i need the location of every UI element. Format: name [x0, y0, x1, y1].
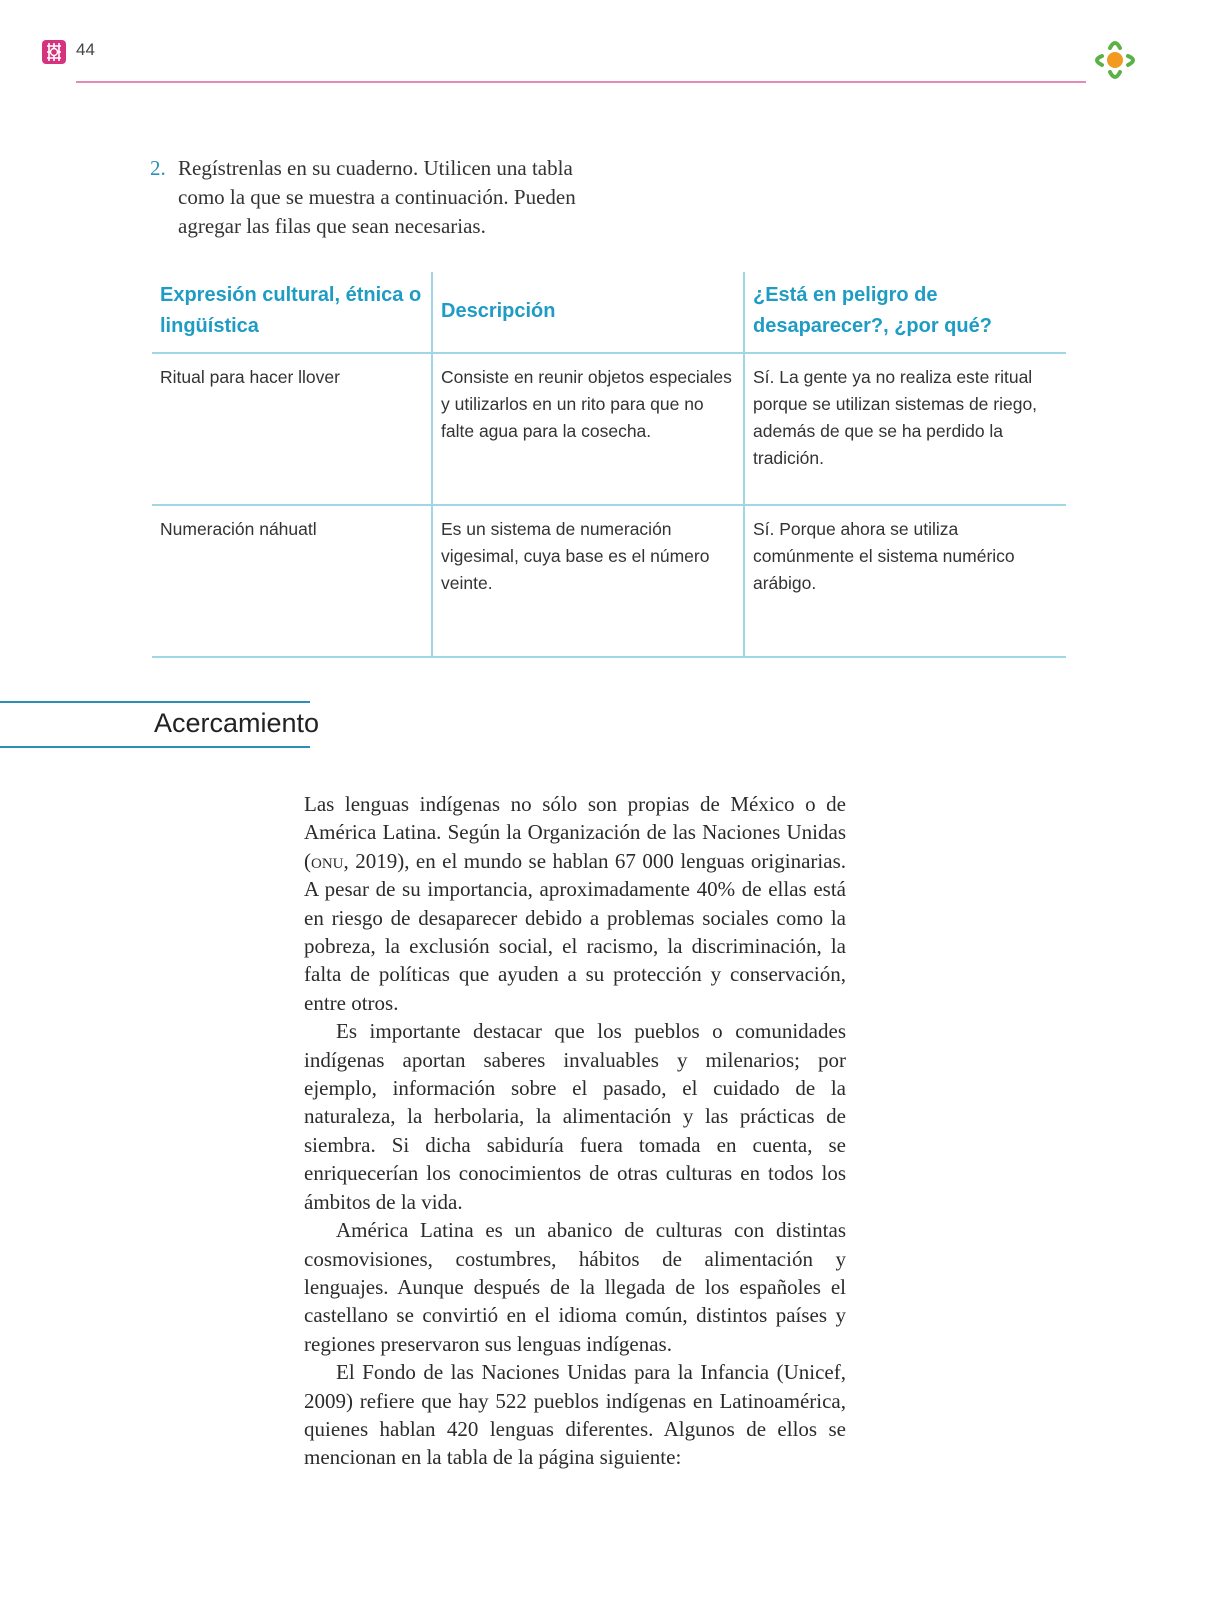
table-cell: Es un sistema de numeración vigesimal, cuya base es el número veinte.	[432, 505, 744, 657]
table-cell: Sí. Porque ahora se utiliza comúnmente el sistema numérico arábigo.	[744, 505, 1066, 657]
section-divider-top	[0, 701, 310, 703]
table-header-cell: Expresión cultural, étnica o lingüística	[152, 272, 432, 353]
table-cell: Numeración náhuatl	[152, 505, 432, 657]
table-header-row	[152, 272, 1066, 353]
table-cell: Consiste en reunir objetos especiales y utilizarlos en un rito para que no falte agua para la cosecha.	[432, 353, 744, 505]
instruction-text: Regístrenlas en su cuaderno. Utilicen una tabla como la que se muestra a continuación. Pueden agregar las filas que sean necesarias.	[178, 156, 576, 238]
record-table	[152, 272, 1066, 658]
page-number: 44	[76, 40, 95, 59]
paragraph-text: , 2019), en el mundo se hablan 67 000 lenguas originarias. A pesar de su importancia, aproximadamente 40% de ellas está en riesgo de desaparecer debido a problemas sociales como la pobreza, la exclusión social, el racismo, la discriminación, la falta de políticas que ayuden a su protección y conservación, entre otros.	[304, 848, 846, 1015]
body-text	[304, 790, 846, 1472]
table-header-cell: ¿Está en peligro de desaparecer?, ¿por qué?	[744, 272, 1066, 353]
paragraph: El Fondo de las Naciones Unidas para la Infancia (Unicef, 2009) refiere que hay 522 pueblos indígenas en Latinoamérica, quienes hablan 420 lenguas diferentes. Algunos de ellos se mencionan en la tabla de la página siguiente:	[304, 1360, 846, 1470]
aztec-glyph-icon	[40, 38, 68, 66]
section-divider-bottom	[0, 746, 310, 748]
paragraph: América Latina es un abanico de culturas con distintas cosmovisiones, costumbres, hábitos de alimentación y lenguajes. Aunque después de la llegada de los españoles el castellano se convirtió en el idioma común, distintos países y regiones preservaron sus lenguas indígenas.	[304, 1218, 846, 1356]
paragraph	[304, 790, 846, 1017]
header-divider	[76, 81, 1086, 83]
section-title: Acercamiento	[154, 708, 320, 738]
table-row	[152, 353, 1066, 505]
table-header-cell: Descripción	[432, 272, 744, 353]
flower-logo-icon	[1088, 34, 1142, 86]
paragraph-text: Las lenguas indígenas no sólo son propias de México o de América Latina. Según la Organización de las Naciones Unidas (	[304, 792, 846, 873]
paragraph: Es importante destacar que los pueblos o comunidades indígenas aportan saberes invaluables y milenarios; por ejemplo, información sobre el pasado, el cuidado de la naturaleza, la herbolaria, la alimentación y las prácticas de siembra. Si dicha sabiduría fuera tomada en cuenta, se enriquecerían los conocimientos de otras culturas en todos los ámbitos de la vida.	[304, 1019, 846, 1214]
instruction-number: 2.	[150, 156, 166, 180]
table-cell: Ritual para hacer llover	[152, 353, 432, 505]
table-row	[152, 505, 1066, 657]
table-cell: Sí. La gente ya no realiza este ritual porque se utilizan sistemas de riego, además de que se ha perdido la tradición.	[744, 353, 1066, 505]
instruction	[150, 154, 620, 241]
abbreviation: onu	[311, 848, 344, 873]
